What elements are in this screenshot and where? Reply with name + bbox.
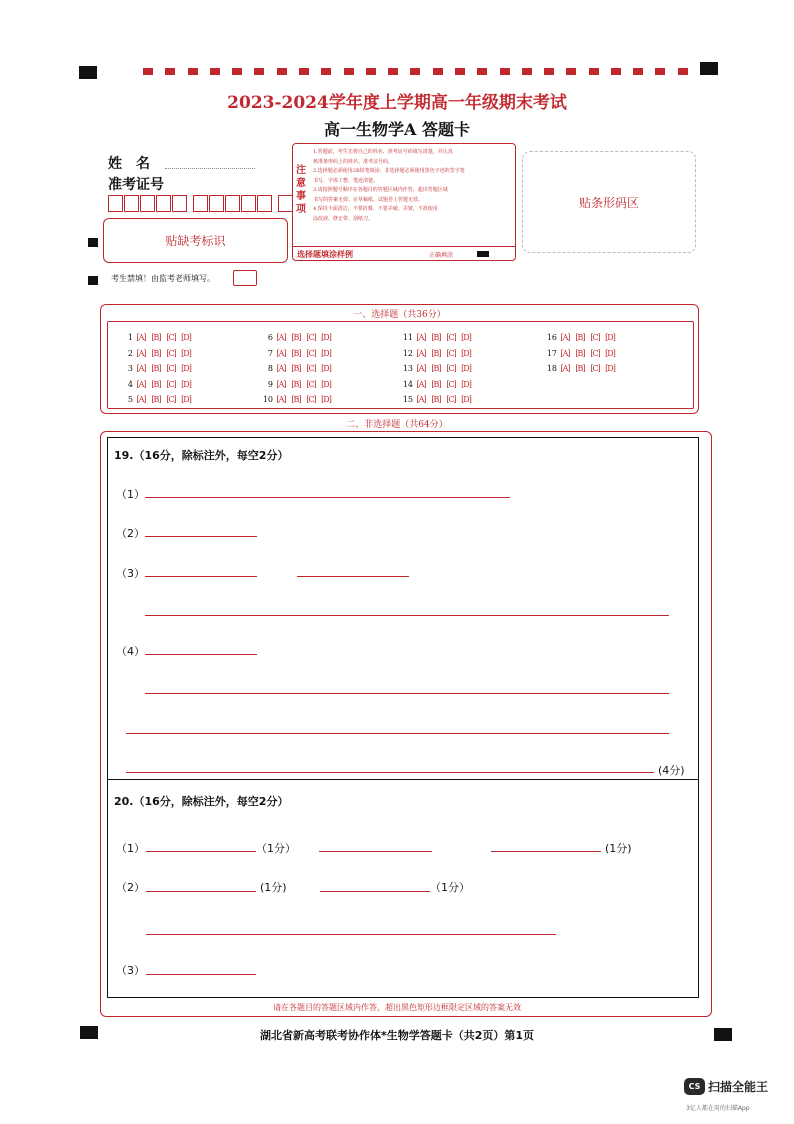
- notes-box: [292, 143, 516, 261]
- q20-part1-label: （1）: [116, 842, 145, 855]
- mc-option-bubble[interactable]: [B]: [431, 333, 441, 342]
- section2-title: 二、非选择题（共64分）: [346, 420, 448, 430]
- mc-option-bubble[interactable]: [C]: [590, 364, 600, 373]
- mc-option-bubble[interactable]: [C]: [166, 333, 176, 342]
- mc-column: [257, 327, 335, 405]
- name-label: 姓 名: [108, 156, 150, 172]
- q20-header: 20.（16分，除标注外，每空2分）: [114, 795, 289, 808]
- mc-question-row: [257, 374, 335, 390]
- mc-option-bubble[interactable]: [B]: [431, 348, 441, 358]
- mc-option-bubble[interactable]: [C]: [166, 395, 176, 404]
- notes-heading: 注 意 事 项: [296, 165, 306, 215]
- q19-part2-label: （2）: [116, 527, 145, 540]
- mc-question-row: [117, 327, 195, 343]
- mc-option-bubble[interactable]: [C]: [590, 333, 600, 342]
- mc-question-number: 15: [402, 395, 413, 404]
- mc-question-number: 16: [546, 333, 557, 342]
- q20-part2-line-c[interactable]: [146, 934, 556, 935]
- mc-question-row: [397, 358, 475, 374]
- mc-option-bubble[interactable]: [C]: [446, 333, 456, 342]
- mc-column: [541, 327, 619, 374]
- q20-part1-line-a[interactable]: [146, 851, 256, 852]
- exam-id-label: 准考证号: [108, 177, 164, 193]
- mc-option-bubble[interactable]: [C]: [306, 364, 316, 373]
- exam-id-grid[interactable]: [108, 195, 294, 216]
- mc-option-bubble[interactable]: [D]: [181, 364, 191, 373]
- q19-part4-label: （4）: [116, 645, 145, 658]
- mc-column: [397, 327, 475, 405]
- notes-text: 1.答题前，考生先将自己的姓名、准考证号码填写清楚，并认真 核准条形码上的姓名、准考证号码。 2.选择题必须使用2B铅笔填涂；非选择题必须使用黑色字迹的签字笔 书写，字体工整、笔迹清楚。 3.请按照题号顺序在各题目的答题区域内作答，超出答题区域 书写的答案无效；在草稿纸、试题卷上答题无效。 4.保持卡面清洁，不要折叠、不要弄破、弄皱，不准使用 涂改液、修正带、刮纸刀。: [313, 149, 465, 222]
- mc-option-bubble[interactable]: [C]: [306, 333, 316, 342]
- mc-option-bubble[interactable]: [C]: [306, 379, 316, 389]
- mc-option-bubble[interactable]: [C]: [166, 379, 176, 389]
- correct-label: 正确填涂: [429, 252, 454, 259]
- camscanner-brand: 扫描全能王: [708, 1080, 769, 1094]
- mc-question-row: [257, 358, 335, 374]
- mc-option-bubble[interactable]: [A]: [416, 348, 426, 358]
- mc-option-bubble[interactable]: [D]: [321, 395, 331, 404]
- mc-option-bubble[interactable]: [D]: [461, 395, 471, 404]
- q19-header: 19.（16分，除标注外，每空2分）: [114, 449, 289, 462]
- mc-option-bubble[interactable]: [B]: [575, 364, 585, 373]
- mc-option-bubble[interactable]: [D]: [605, 348, 615, 358]
- camscanner-badge-text: CS: [688, 1082, 701, 1091]
- proctor-note: 考生禁填！由监考老师填写。: [111, 274, 215, 283]
- proctor-checkbox[interactable]: [233, 270, 257, 286]
- mc-option-bubble[interactable]: [C]: [590, 348, 600, 358]
- mc-option-bubble[interactable]: [A]: [416, 395, 426, 404]
- registration-mark-top-left: [79, 66, 97, 79]
- mc-question-row: [541, 358, 619, 374]
- q20-part2-score-a: (1分): [260, 881, 287, 894]
- camscanner-watermark: [684, 1078, 790, 1114]
- card-subtitle: 高一生物学A 答题卡: [324, 120, 470, 139]
- mc-option-bubble[interactable]: [A]: [136, 364, 146, 373]
- q20-part1-score-c: (1分): [605, 842, 632, 855]
- mc-question-number: 18: [546, 364, 557, 373]
- mc-option-bubble[interactable]: [A]: [560, 333, 570, 342]
- mc-question-number: 1: [127, 333, 133, 342]
- mc-question-number: 2: [127, 348, 133, 358]
- q19-part4-line-c[interactable]: [126, 733, 669, 734]
- mc-option-bubble[interactable]: [A]: [416, 364, 426, 373]
- mc-option-bubble[interactable]: [A]: [136, 348, 146, 358]
- mc-option-bubble[interactable]: [B]: [431, 395, 441, 404]
- mc-question-number: 13: [402, 364, 413, 373]
- camscanner-logo-icon: [684, 1078, 705, 1095]
- mc-option-bubble[interactable]: [D]: [321, 379, 331, 389]
- registration-mark-left-1: [88, 238, 98, 247]
- q19-part2-line[interactable]: [145, 536, 257, 537]
- absent-sticker-area: [103, 218, 288, 263]
- mc-question-number: 4: [127, 379, 133, 389]
- mc-question-row: [397, 374, 475, 390]
- mc-option-bubble[interactable]: [D]: [461, 379, 471, 389]
- section1-title: 一、选择题（共36分）: [353, 310, 446, 320]
- mc-option-bubble[interactable]: [C]: [166, 364, 176, 373]
- mc-question-row: [541, 327, 619, 343]
- mc-question-row: [397, 389, 475, 405]
- mc-option-bubble[interactable]: [A]: [276, 395, 286, 404]
- mc-option-bubble[interactable]: [B]: [151, 395, 161, 404]
- absent-sticker-label: 贴缺考标识: [165, 234, 226, 248]
- mc-option-bubble[interactable]: [A]: [136, 379, 146, 389]
- mc-option-bubble[interactable]: [D]: [461, 364, 471, 373]
- q19-part3-line-c[interactable]: [145, 615, 669, 616]
- mc-option-bubble[interactable]: [A]: [560, 364, 570, 373]
- mc-option-bubble[interactable]: [B]: [575, 333, 585, 342]
- q20-part2-label: （2）: [116, 881, 145, 894]
- barcode-area: [522, 151, 696, 253]
- q20-part1-line-c[interactable]: [491, 851, 601, 852]
- q19-part3-line-b[interactable]: [297, 576, 409, 577]
- q20-part2-line-b[interactable]: [320, 891, 430, 892]
- barcode-label: 贴条形码区: [578, 195, 639, 210]
- mc-question-number: 5: [127, 395, 133, 404]
- mc-option-bubble[interactable]: [B]: [151, 379, 161, 389]
- mc-option-bubble[interactable]: [D]: [181, 333, 191, 342]
- mc-option-bubble[interactable]: [D]: [181, 348, 191, 358]
- answer-bubble-grid: [117, 327, 687, 407]
- q20-part1-line-b[interactable]: [319, 851, 432, 852]
- mc-question-row: [117, 389, 195, 405]
- mc-question-row: [257, 343, 335, 359]
- mc-option-bubble[interactable]: [C]: [446, 379, 456, 389]
- mc-option-bubble[interactable]: [A]: [560, 348, 570, 358]
- mc-question-row: [541, 343, 619, 359]
- q19-part4-line-d[interactable]: [126, 772, 654, 773]
- mc-option-bubble[interactable]: [D]: [181, 379, 191, 389]
- mc-question-number: 11: [402, 333, 413, 342]
- mc-question-row: [397, 343, 475, 359]
- mc-question-number: 14: [402, 379, 413, 389]
- mc-option-bubble[interactable]: [D]: [461, 348, 471, 358]
- mc-question-row: [257, 327, 335, 343]
- mc-option-bubble[interactable]: [B]: [291, 348, 301, 358]
- mc-option-bubble[interactable]: [A]: [416, 333, 426, 342]
- mc-option-bubble[interactable]: [A]: [136, 395, 146, 404]
- mc-option-bubble[interactable]: [A]: [276, 379, 286, 389]
- mc-option-bubble[interactable]: [D]: [461, 333, 471, 342]
- mc-option-bubble[interactable]: [B]: [291, 379, 301, 389]
- q19-answer-box: [107, 437, 699, 780]
- q20-part3-line[interactable]: [146, 974, 256, 975]
- mc-option-bubble[interactable]: [B]: [431, 379, 441, 389]
- mc-option-bubble[interactable]: [C]: [446, 395, 456, 404]
- mc-question-row: [117, 374, 195, 390]
- mc-option-bubble[interactable]: [C]: [306, 348, 316, 358]
- mc-option-bubble[interactable]: [A]: [136, 333, 146, 342]
- mc-question-number: 7: [267, 348, 273, 358]
- mc-option-bubble[interactable]: [D]: [321, 333, 331, 342]
- mc-option-bubble[interactable]: [B]: [151, 348, 161, 358]
- correct-fill-sample: [477, 251, 489, 257]
- mc-option-bubble[interactable]: [B]: [575, 348, 585, 358]
- registration-mark-left-2: [88, 276, 98, 285]
- mc-question-row: [397, 327, 475, 343]
- mc-question-number: 8: [267, 364, 273, 373]
- q19-part4-line-a[interactable]: [145, 654, 257, 655]
- mc-question-number: 3: [127, 364, 133, 373]
- mc-column: [117, 327, 195, 405]
- q19-part1-label: （1）: [116, 488, 145, 501]
- mc-option-bubble[interactable]: [D]: [605, 364, 615, 373]
- mc-option-bubble[interactable]: [D]: [605, 333, 615, 342]
- registration-mark-top-right: [700, 62, 718, 75]
- mc-option-bubble[interactable]: [C]: [446, 364, 456, 373]
- exam-title: 2023-2024学年度上学期高一年级期末考试: [227, 93, 567, 113]
- mc-option-bubble[interactable]: [C]: [446, 348, 456, 358]
- mc-option-bubble[interactable]: [D]: [321, 348, 331, 358]
- multiple-choice-section: [100, 304, 699, 414]
- mc-question-row: [117, 358, 195, 374]
- mc-option-bubble[interactable]: [A]: [416, 379, 426, 389]
- q19-part1-line[interactable]: [145, 497, 510, 498]
- sample-label: 选择题填涂样例: [297, 249, 353, 259]
- q20-answer-box: [107, 779, 699, 998]
- mc-option-bubble[interactable]: [B]: [151, 333, 161, 342]
- mc-option-bubble[interactable]: [B]: [291, 395, 301, 404]
- mc-option-bubble[interactable]: [B]: [431, 364, 441, 373]
- camscanner-slogan: 3亿人都在用的扫描App: [686, 1105, 750, 1112]
- name-field[interactable]: [165, 168, 255, 169]
- mc-option-bubble[interactable]: [B]: [291, 364, 301, 373]
- mc-question-number: 12: [402, 348, 413, 358]
- mc-option-bubble[interactable]: [B]: [291, 333, 301, 342]
- mc-question-row: [117, 343, 195, 359]
- boundary-warning: 请在各题目的答题区域内作答，超出黑色矩形边框限定区域的答案无效: [273, 1003, 521, 1012]
- q20-part2-line-a[interactable]: [146, 891, 256, 892]
- q19-part4-score: (4分): [658, 764, 685, 777]
- q20-part1-score-a: （1分）: [256, 842, 296, 855]
- mc-question-number: 10: [262, 395, 273, 404]
- mc-option-bubble[interactable]: [D]: [181, 395, 191, 404]
- mc-option-bubble[interactable]: [D]: [321, 364, 331, 373]
- page-info: 湖北省新高考联考协作体*生物学答题卡（共2页）第1页: [259, 1029, 535, 1042]
- mc-question-number: 9: [267, 379, 273, 389]
- q19-part4-line-b[interactable]: [145, 693, 669, 694]
- mc-option-bubble[interactable]: [A]: [276, 348, 286, 358]
- mc-question-number: 17: [546, 348, 557, 358]
- q20-part3-label: （3）: [116, 964, 145, 977]
- mc-option-bubble[interactable]: [B]: [151, 364, 161, 373]
- q19-part3-line-a[interactable]: [145, 576, 257, 577]
- mc-question-row: [257, 389, 335, 405]
- q19-part3-label: （3）: [116, 567, 145, 580]
- q20-part2-score-b: （1分）: [430, 881, 470, 894]
- mc-option-bubble[interactable]: [C]: [306, 395, 316, 404]
- mc-option-bubble[interactable]: [A]: [276, 364, 286, 373]
- mc-option-bubble[interactable]: [A]: [276, 333, 286, 342]
- mc-option-bubble[interactable]: [C]: [166, 348, 176, 358]
- timing-track: [143, 68, 688, 76]
- mc-question-number: 6: [267, 333, 273, 342]
